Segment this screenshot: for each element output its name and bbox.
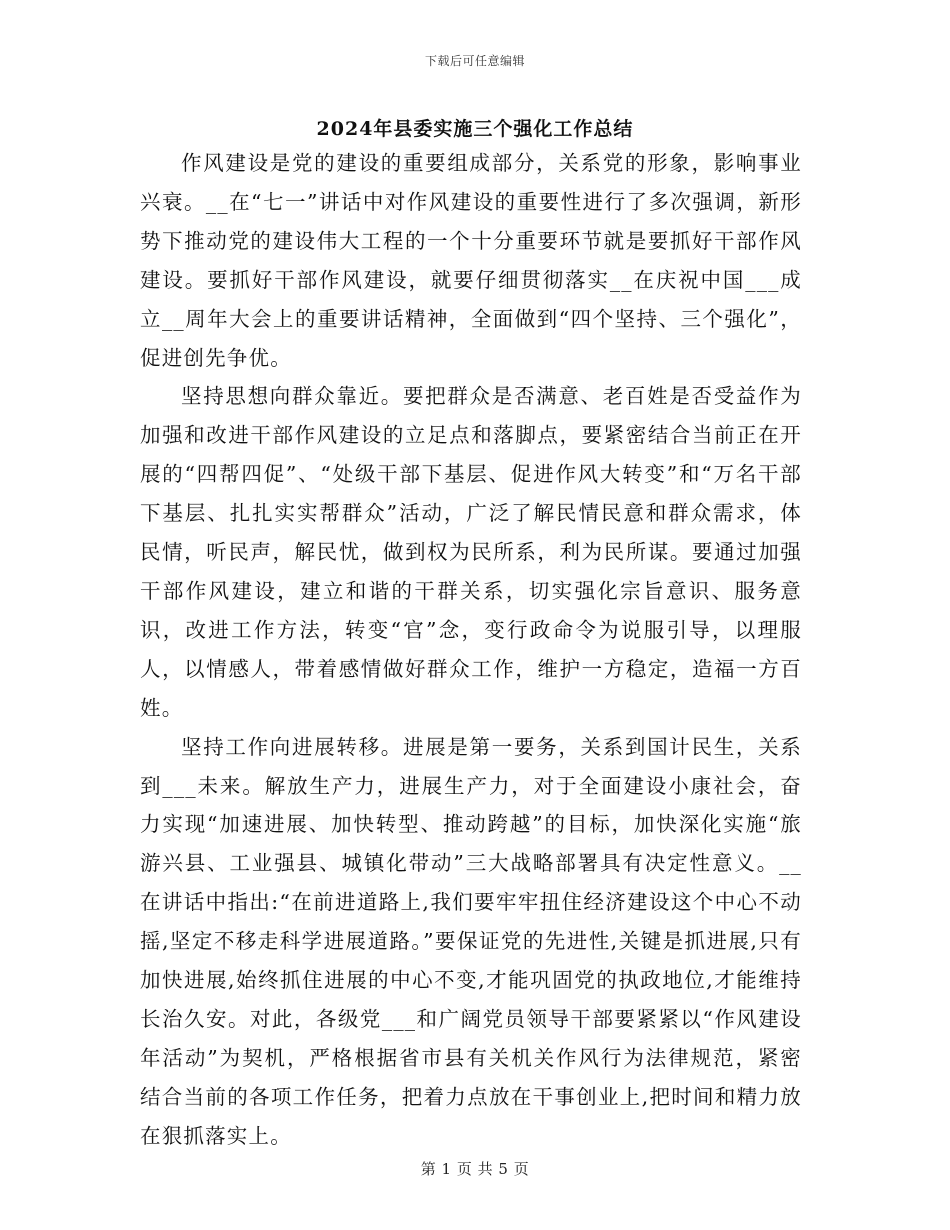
document-title: 2024年县委实施三个强化工作总结: [316, 118, 634, 140]
paragraph: 作风建设是党的建设的重要组成部分，关系党的形象，影响事业兴衰。__在“七一”讲话中对作风建设的重要性进行了多次强调，新形势下推动党的建设伟大工程的一个十分重要环节就是要抓好干部作风建设。要抓好干部作风建设，就要仔细贯彻落实__在庆祝中国___成立__周年大会上的重要讲话精神，全面做到“四个坚持、三个强化”，促进创先争优。: [140, 151, 802, 370]
document-body: [140, 144, 802, 1156]
paragraph: 坚持工作向进展转移。进展是第一要务，关系到国计民生，关系到___未来。解放生产力，进展生产力，对于全面建设小康社会，奋力实现“加速进展、加快转型、推动跨越”的目标，加快深化实施“旅游兴县、工业强县、城镇化带动”三大战略部署具有决定性意义。__在讲话中指出:“在前进道路上,我们要牢牢扭住经济建设这个中心不动摇,坚定不移走科学进展道路。”要保证党的先进性,关键是抓进展,只有加快进展,始终抓住进展的中心不变,才能巩固党的执政地位,才能维持长治久安。对此，各级党___和广阔党员领导干部要紧紧以“作风建设年活动”为契机，严格根据省市县有关机关作风行为法律规范，紧密结合当前的各项工作任务，把着力点放在干事创业上,把时间和精力放在狠抓落实上。: [140, 734, 802, 1148]
header-note: 下载后可任意编辑: [424, 54, 525, 68]
paragraph: 坚持思想向群众靠近。要把群众是否满意、老百姓是否受益作为加强和改进干部作风建设的立足点和落脚点，要紧密结合当前正在开展的“四帮四促”、“处级干部下基层、促进作风大转变”和“万名干部下基层、扎扎实实帮群众”活动，广泛了解民情民意和群众需求，体民情，听民声，解民忧，做到权为民所系，利为民所谋。要通过加强干部作风建设，建立和谐的干群关系，切实强化宗旨意识、服务意识，改进工作方法，转变“官”念，变行政命令为说服引导，以理服人，以情感人，带着感情做好群众工作，维护一方稳定，造福一方百姓。: [140, 384, 802, 720]
page-number: 第 1 页 共 5 页: [420, 1160, 530, 1178]
